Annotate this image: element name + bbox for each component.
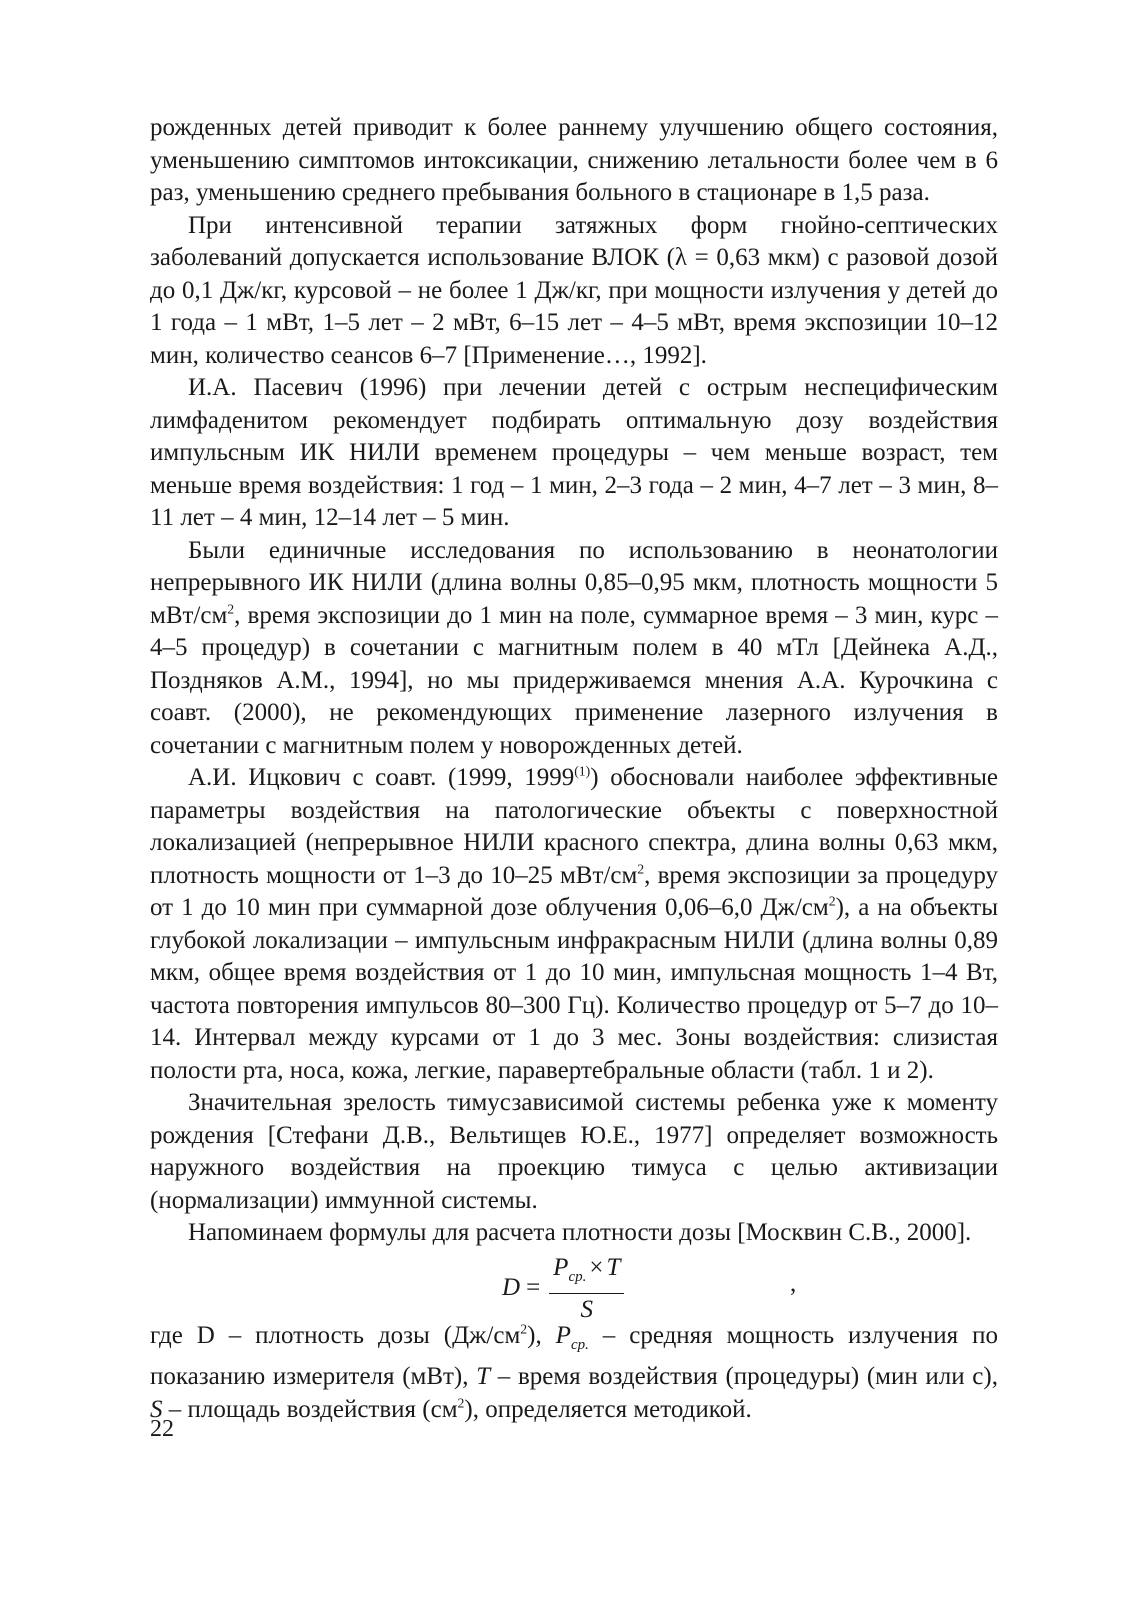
formula-lhs: D — [502, 1274, 521, 1302]
paragraph-7: Напоминаем формулы для расчета плотности дозы [Москвин С.В., 2000]. — [188, 1219, 972, 1246]
formula-numerator: $P_{ср.} \times T$ — [549, 1254, 624, 1294]
page-number: 22 — [150, 1416, 174, 1442]
superscript-2: 2 — [227, 601, 235, 617]
paragraph-8: где D – плотность дозы $(Дж/см^2)$, $P_{ср.}$ – средняя мощность излучения по показанию измерителя (мВт), T – время воздействия (процедуры) (мин или с), S – площадь воздействия $(см^2)$, определяется методикой. — [150, 1321, 998, 1423]
var-p: $P_{ср.}$ — [555, 1321, 589, 1353]
formula-fraction — [549, 1254, 624, 1324]
formula-denominator: S — [580, 1295, 594, 1323]
page-body — [150, 112, 998, 1426]
paragraph-3: И.А. Пасевич (1996) при лечении детей с острым неспецифическим лимфаденитом рекомендует подбирать оптимальную дозу воздействия импульсным ИК НИЛИ временем процедуры – чем меньше возраст, тем меньше время воздействия: 1 год – 1 мин, 2–3 года – 2 мин, 4–7 лет – 3 мин, 8–11 лет – 4 мин, 12–14 лет – 5 мин. — [150, 374, 998, 531]
formula-equals: = — [526, 1274, 541, 1302]
formula-expression — [502, 1254, 624, 1324]
superscript-2: 2 — [520, 1321, 528, 1337]
paragraph-4: Были единичные исследования по использованию в неонатологии непрерывного ИК НИЛИ (длина волны 0,85–0,95 мкм, плотность мощности 5 мВт/$см^2$, время экспозиции до 1 мин на поле, суммарное время – 3 мин, курс – 4–5 процедур) в сочетании с магнитным полем в 40 мТл [Дейнека А.Д., Поздняков А.М., 1994], но мы придерживаемся мнения А.А. Курочкина с соавт. (2000), не рекомендующих применение лазерного излучения в сочетании с магнитным полем у новорожденных детей. — [150, 536, 998, 759]
superscript-2: 2 — [457, 1395, 465, 1411]
superscript-2: 2 — [637, 861, 645, 877]
formula-comma: , — [790, 1269, 797, 1297]
dose-formula — [150, 1250, 998, 1323]
paragraph-6: Значительная зрелость тимусзависимой системы ребенка уже к моменту рождения [Стефани Д.В., Вельтищев Ю.Е., 1977] определяет возможность наружного воздействия на проекцию тимуса с целью активизации (нормализации) иммунной системы. — [150, 1089, 998, 1214]
paragraph-5: А.И. Ицкович с соавт. (1999, 1999$^{(1)}$) обосновали наиболее эффективные параметры воздействия на патологические объекты с поверхностной локализацией (непрерывное НИЛИ красного спектра, длина волны 0,63 мкм, плотность мощности от 1–3 до 10–25 мВт/$см^2$, время экспозиции за процедуру от 1 до 10 мин при суммарной дозе облучения 0,06–6,0 $Дж/см^2$), а на объекты глубокой локализации – импульсным инфракрасным НИЛИ (длина волны 0,89 мкм, общее время воздействия от 1 до 10 мин, импульсная мощность 1–4 Вт, частота повторения импульсов 80–300 Гц). Количество процедур от 5–7 до 10–14. Интервал между курсами от 1 до 3 мес. Зоны воздействия: слизистая полости рта, носа, кожа, легкие, паравертебральные области (табл. 1 и 2). — [150, 763, 999, 1084]
paragraph-1: рожденных детей приводит к более раннему улучшению общего состояния, уменьшению симптомов интоксикации, снижению летальности более чем в 6 раз, уменьшению среднего пребывания больного в стационаре в 1,5 раза. — [150, 114, 998, 206]
var-s: S — [150, 1395, 163, 1423]
superscript-ref: (1) — [574, 763, 591, 779]
var-t: T — [476, 1363, 491, 1390]
paragraph-2: При интенсивной терапии затяжных форм гнойно-септических заболеваний допускается использование ВЛОК (λ = 0,63 мкм) с разовой дозой до 0,1 Дж/кг, курсовой – не более 1 Дж/кг, при мощности излучения у детей до 1 года – 1 мВт, 1–5 лет – 2 мВт, 6–15 лет – 4–5 мВт, время экспозиции 10–12 мин, количество сеансов 6–7 [Применение…, 1992]. — [150, 211, 998, 369]
superscript-2: 2 — [828, 893, 836, 909]
